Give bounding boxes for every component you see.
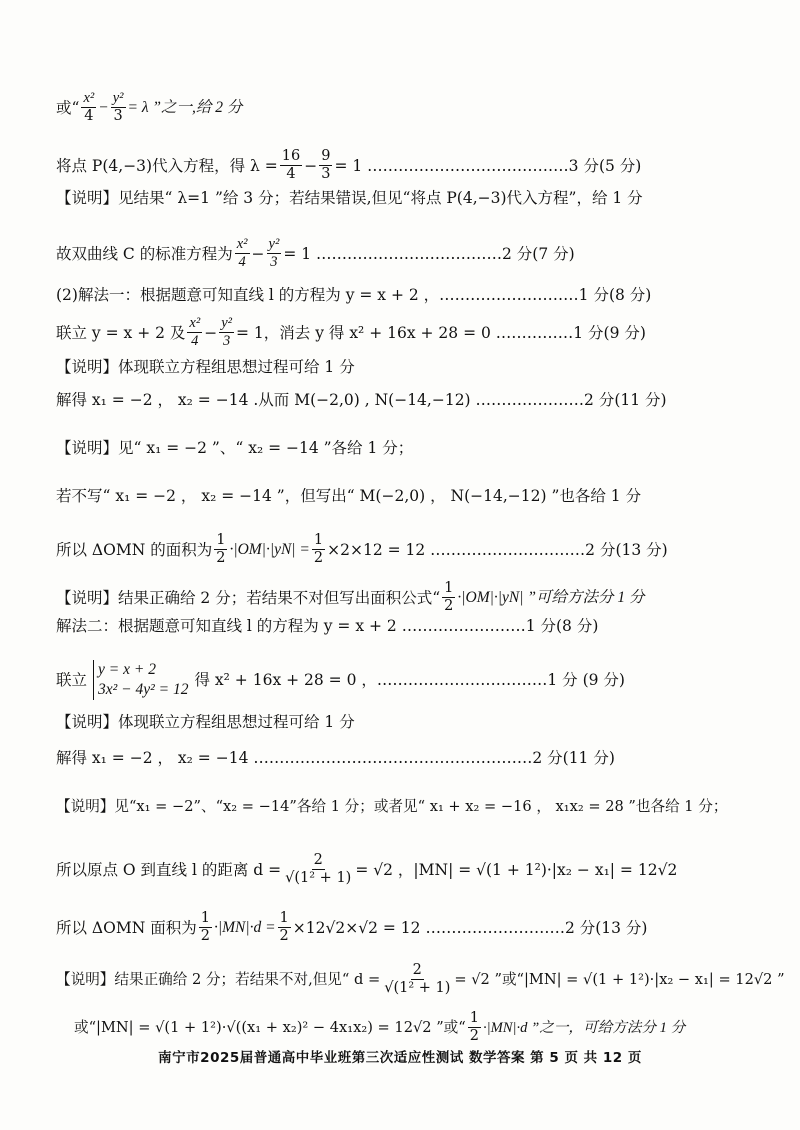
fraction: $\frac{1}{2}$ xyxy=(216,532,226,566)
fraction: $\frac{\text{x²}}{4}$ xyxy=(83,90,95,124)
line-12: 【说明】结果正确给 2 分；若结果不对但写出面积公式“ $\frac{1}{2}$ ·|OM|·|yN| ”可给方法分 1 分 xyxy=(56,580,645,614)
line-8: 解得 x₁ = −2 ， x₂ = −14 .从而 M(−2,0) , N(−14,−12) …………………2 分(11 分) xyxy=(56,391,667,409)
fraction: $\frac{1}{2}$ xyxy=(279,910,289,944)
line-7: 【说明】体现联立方程组思想过程可给 1 分 xyxy=(56,358,355,376)
line-18: 所以原点 O 到直线 l 的距离 d = $\frac{2}{\text{√(1² + 1)}}$ = √2 ，|MN| = √(1 + 1²)·|x₂ − x₁| = 12√2 xyxy=(56,852,678,886)
fraction: $\frac{9}{3}$ xyxy=(321,148,331,182)
line-1-prefix: 或“ xyxy=(56,98,80,117)
fraction: $\frac{\text{y²}}{3}$ xyxy=(112,90,124,124)
line-10: 若不写“ x₁ = −2 ， x₂ = −14 ”，但写出“ M(−2,0) ， N(−14,−12) ”也各给 1 分 xyxy=(56,487,642,505)
line-5: (2)解法一：根据题意可知直线 l 的方程为 y = x + 2 ，………………………1 分(8 分) xyxy=(56,286,652,304)
fraction: $\frac{1}{2}$ xyxy=(469,1010,479,1044)
line-1-rest: = λ ”之一,给 2 分 xyxy=(127,98,243,116)
line-14: 联立 y = x + 2 3x² − 4y² = 12 得 x² + 16x + 28 = 0 ，……………………………1 分 (9 分) xyxy=(56,661,625,698)
line-16: 解得 x₁ = −2 ， x₂ = −14 ………………………………………………2 分(11 分) xyxy=(56,749,615,767)
line-20: 【说明】结果正确给 2 分；若结果不对,但见“ d = $\frac{2}{\text{√(1² + 1)}}$ = √2 ”或“|MN| = √(1 + 1²)·|x₂ − x₁| = 12√2 ” xyxy=(56,962,785,996)
fraction: $\frac{16}{4}$ xyxy=(281,148,301,182)
line-2-pre: 将点 P(4,−3)代入方程，得 λ = xyxy=(56,156,278,175)
line-1 xyxy=(56,90,760,125)
fraction: $\frac{\text{y²}}{3}$ xyxy=(268,236,280,270)
line-2: 将点 P(4,−3)代入方程，得 λ = $\frac{16}{4}$ − $\frac{9}{3}$ = 1 …………………………………3 分(5 分) xyxy=(56,148,642,182)
fraction: $\frac{2}{\text{√(1² + 1)}}$ xyxy=(285,852,352,886)
line-21: 或“|MN| = √(1 + 1²)·√((x₁ + x₂)² − 4x₁x₂) = 12√2 ”或“ $\frac{1}{2}$ ·|MN|·d ”之一，可给方法分 1 分 xyxy=(74,1010,686,1044)
line-17: 【说明】见“x₁ = −2”、“x₂ = −14”各给 1 分；或者见“ x₁ + x₂ = −16 ， x₁x₂ = 28 ”也各给 1 分； xyxy=(56,798,728,815)
fraction: $\frac{\text{x²}}{4}$ xyxy=(236,236,248,270)
line-2-post: = 1 …………………………………3 分(5 分) xyxy=(334,156,642,175)
fraction: $\frac{1}{2}$ xyxy=(313,532,324,566)
equation-system: y = x + 2 3x² − 4y² = 12 xyxy=(93,660,188,700)
line-6: 联立 y = x + 2 及 $\frac{\text{x²}}{4}$ − $\frac{\text{y²}}{3}$ = 1，消去 y 得 x² + 16x + 28 = 0 ……………1 分(9 分) xyxy=(56,315,646,349)
fraction: $\frac{1}{2}$ xyxy=(200,910,210,944)
fraction: $\frac{\text{y²}}{3}$ xyxy=(221,315,232,349)
line-15: 【说明】体现联立方程组思想过程可给 1 分 xyxy=(56,713,355,731)
line-13: 解法二：根据题意可知直线 l 的方程为 y = x + 2 ……………………1 分(8 分) xyxy=(56,617,599,635)
fraction: $\frac{\text{x²}}{4}$ xyxy=(189,315,201,349)
page-footer: 南宁市2025届普通高中毕业班第三次适应性测试 数学答案 第 5 页 共 12 页 xyxy=(158,1050,642,1066)
line-9: 【说明】见“ x₁ = −2 ”、“ x₂ = −14 ”各给 1 分； xyxy=(56,439,414,457)
line-4: 故双曲线 C 的标准方程为 $\frac{\text{x²}}{4}$ − $\frac{\text{y²}}{3}$ = 1 ………………………………2 分(7 分) xyxy=(56,236,575,270)
line-11: 所以 ΔOMN 的面积为 $\frac{1}{2}$ ·|OM|·|yN| = $\frac{1}{2}$ ×2×12 = 12 …………………………2 分(13 分) xyxy=(56,532,668,566)
fraction: $\frac{2}{\text{√(1² + 1)}}$ xyxy=(384,962,451,996)
fraction: $\frac{1}{2}$ xyxy=(444,580,454,614)
line-3: 【说明】见结果“ λ=1 ”给 3 分；若结果错误,但见“将点 P(4,−3)代入方程”，给 1 分 xyxy=(56,189,643,207)
line-19: 所以 ΔOMN 面积为 $\frac{1}{2}$ ·|MN|·d = $\frac{1}{2}$ ×12√2×√2 = 12 ………………………2 分(13 分) xyxy=(56,910,648,944)
operator: − xyxy=(98,98,109,116)
